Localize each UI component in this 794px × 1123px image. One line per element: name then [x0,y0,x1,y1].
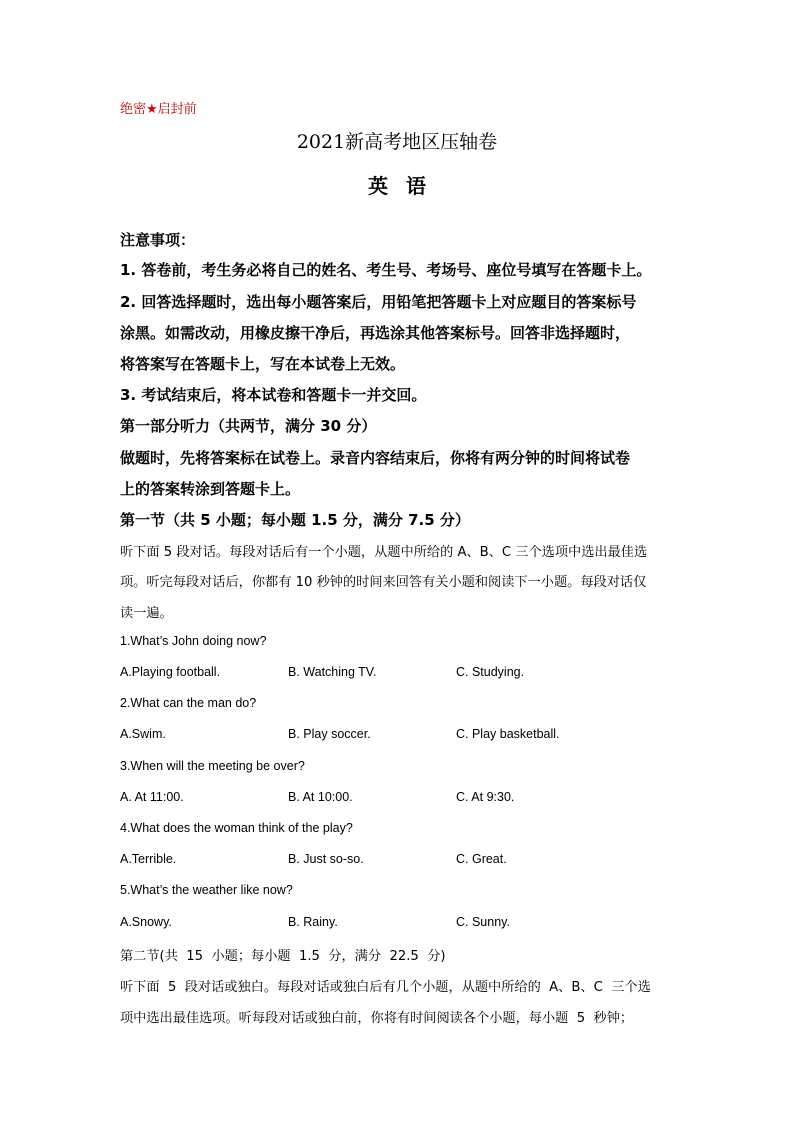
question-2-option-a: A.Swim. [120,727,166,741]
question-4: 4.What does the woman think of the play? [120,821,353,835]
notice-item-1: 1. 答卷前，考生务必将自己的姓名、考生号、考场号、座位号填写在答题卡上。 [120,261,652,279]
section1-instr-line-1: 听下面 5 段对话。每段对话后有一个小题，从题中所给的 A、B、C 三个选项中选出最佳选 [120,545,648,560]
section2-instr-line-1: 听下面 5 段对话或独白。每段对话或独白后有几个小题，从题中所给的 A、B、C 三个选 [120,980,651,995]
question-1-option-b: B. Watching TV. [288,665,377,679]
notice-item-2-line-1: 2. 回答选择题时，选出每小题答案后，用铅笔把答题卡上对应题目的答案标号 [120,293,637,311]
notice-item-2-line-2: 涂黑。如需改动，用橡皮擦干净后，再选涂其他答案标号。回答非选择题时， [120,324,631,342]
part1-heading: 第一部分听力（共两节，满分 30 分） [120,417,377,435]
star-icon: ★ [146,102,158,117]
exam-title: 2021新高考地区压轴卷 [296,131,498,153]
question-5: 5.What’s the weather like now? [120,883,293,897]
question-1-option-a: A.Playing football. [120,665,221,679]
question-3-option-b: B. At 10:00. [288,790,353,804]
notice-item-3: 3. 考试结束后，将本试卷和答题卡一并交回。 [120,386,427,404]
section2-instr-line-2: 项中选出最佳选项。听每段对话或独白前，你将有时间阅读各个小题，每小题 5 秒钟； [120,1011,634,1026]
section1-instr-line-2: 项。听完每段对话后，你都有 10 秒钟的时间来回答有关小题和阅读下一小题。每段对话仅 [120,575,647,590]
question-4-option-a: A.Terrible. [120,852,177,866]
notice-item-2-line-3: 将答案写在答题卡上，写在本试卷上无效。 [120,355,406,373]
question-5-option-b: B. Rainy. [288,915,338,929]
question-2-option-c: C. Play basketball. [456,727,560,741]
section1-heading: 第一节（共 5 小题；每小题 1.5 分，满分 7.5 分） [120,511,470,529]
confidential-label [120,98,197,117]
question-2: 2.What can the man do? [120,696,257,710]
notice-heading: 注意事项： [120,231,196,249]
part1-instr-line-2: 上的答案转涂到答题卡上。 [120,480,301,498]
part1-instr-line-1: 做题时，先将答案标在试卷上。录音内容结束后，你将有两分钟的时间将试卷 [120,449,631,467]
question-5-option-c: C. Sunny. [456,915,510,929]
subject-title: 英语 [368,174,444,198]
confidential-prefix: 绝密 [120,102,147,117]
question-3-option-c: C. At 9:30. [456,790,515,804]
question-3: 3.When will the meeting be over? [120,759,305,773]
question-3-option-a: A. At 11:00. [120,790,184,804]
question-5-option-a: A.Snowy. [120,915,172,929]
section1-instr-line-3: 读一遍。 [120,606,173,621]
section2-heading: 第二节(共 15 小题；每小题 1.5 分，满分 22.5 分) [120,949,446,964]
question-4-option-c: C. Great. [456,852,507,866]
question-1: 1.What’s John doing now? [120,634,267,648]
confidential-suffix: 启封前 [157,102,197,117]
question-1-option-c: C. Studying. [456,665,525,679]
question-4-option-b: B. Just so-so. [288,852,364,866]
question-2-option-b: B. Play soccer. [288,727,371,741]
